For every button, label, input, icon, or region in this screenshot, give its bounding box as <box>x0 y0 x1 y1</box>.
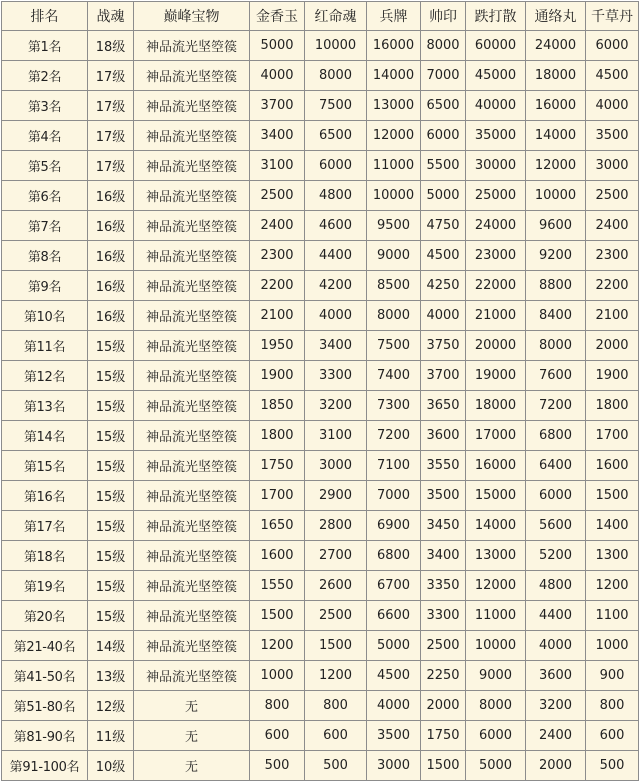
cell-jinxiangyu: 2500 <box>250 181 305 211</box>
cell-soul: 15级 <box>88 451 134 481</box>
cell-tongluowan: 18000 <box>526 61 586 91</box>
cell-diedasan: 17000 <box>466 421 526 451</box>
cell-soul: 17级 <box>88 91 134 121</box>
cell-treasure: 神品流光坚箜篌 <box>134 121 250 151</box>
cell-qiancaodan: 1300 <box>586 541 639 571</box>
table-row <box>2 121 639 151</box>
cell-soul: 18级 <box>88 31 134 61</box>
cell-qiancaodan: 2200 <box>586 271 639 301</box>
cell-qiancaodan: 2400 <box>586 211 639 241</box>
cell-shuaiyin: 3650 <box>421 391 466 421</box>
cell-qiancaodan: 800 <box>586 691 639 721</box>
cell-qiancaodan: 1400 <box>586 511 639 541</box>
cell-diedasan: 40000 <box>466 91 526 121</box>
cell-shuaiyin: 3600 <box>421 421 466 451</box>
cell-soul: 16级 <box>88 241 134 271</box>
cell-soul: 12级 <box>88 691 134 721</box>
table-row <box>2 211 639 241</box>
cell-hongminghun: 6000 <box>305 151 367 181</box>
cell-treasure: 神品流光坚箜篌 <box>134 661 250 691</box>
cell-bingpai: 3500 <box>367 721 421 751</box>
cell-treasure: 神品流光坚箜篌 <box>134 331 250 361</box>
cell-hongminghun: 2800 <box>305 511 367 541</box>
cell-treasure: 神品流光坚箜篌 <box>134 271 250 301</box>
cell-hongminghun: 8000 <box>305 61 367 91</box>
table-row <box>2 481 639 511</box>
cell-shuaiyin: 3400 <box>421 541 466 571</box>
table-row <box>2 91 639 121</box>
reward-table-container <box>1 1 639 781</box>
cell-diedasan: 16000 <box>466 451 526 481</box>
cell-tongluowan: 6800 <box>526 421 586 451</box>
cell-diedasan: 15000 <box>466 481 526 511</box>
cell-shuaiyin: 3700 <box>421 361 466 391</box>
cell-qiancaodan: 4500 <box>586 61 639 91</box>
cell-tongluowan: 9600 <box>526 211 586 241</box>
cell-treasure: 无 <box>134 751 250 781</box>
header-treasure: 巅峰宝物 <box>134 2 250 31</box>
cell-treasure: 神品流光坚箜篌 <box>134 511 250 541</box>
cell-bingpai: 10000 <box>367 181 421 211</box>
cell-shuaiyin: 4750 <box>421 211 466 241</box>
cell-diedasan: 22000 <box>466 271 526 301</box>
cell-tongluowan: 5600 <box>526 511 586 541</box>
cell-qiancaodan: 4000 <box>586 91 639 121</box>
cell-jinxiangyu: 1200 <box>250 631 305 661</box>
cell-jinxiangyu: 1900 <box>250 361 305 391</box>
cell-rank: 第16名 <box>2 481 88 511</box>
cell-rank: 第3名 <box>2 91 88 121</box>
cell-jinxiangyu: 3100 <box>250 151 305 181</box>
cell-qiancaodan: 1600 <box>586 451 639 481</box>
cell-qiancaodan: 1000 <box>586 631 639 661</box>
cell-diedasan: 18000 <box>466 391 526 421</box>
cell-rank: 第4名 <box>2 121 88 151</box>
cell-rank: 第8名 <box>2 241 88 271</box>
cell-rank: 第13名 <box>2 391 88 421</box>
cell-hongminghun: 10000 <box>305 31 367 61</box>
cell-jinxiangyu: 4000 <box>250 61 305 91</box>
cell-tongluowan: 4400 <box>526 601 586 631</box>
cell-shuaiyin: 3300 <box>421 601 466 631</box>
cell-soul: 15级 <box>88 481 134 511</box>
cell-treasure: 神品流光坚箜篌 <box>134 451 250 481</box>
cell-treasure: 神品流光坚箜篌 <box>134 31 250 61</box>
cell-qiancaodan: 1800 <box>586 391 639 421</box>
cell-tongluowan: 8000 <box>526 331 586 361</box>
table-row <box>2 571 639 601</box>
cell-shuaiyin: 8000 <box>421 31 466 61</box>
cell-bingpai: 6700 <box>367 571 421 601</box>
cell-qiancaodan: 1500 <box>586 481 639 511</box>
cell-qiancaodan: 1200 <box>586 571 639 601</box>
header-hongminghun: 红命魂 <box>305 2 367 31</box>
cell-hongminghun: 7500 <box>305 91 367 121</box>
cell-shuaiyin: 4500 <box>421 241 466 271</box>
cell-diedasan: 20000 <box>466 331 526 361</box>
cell-bingpai: 14000 <box>367 61 421 91</box>
table-row <box>2 301 639 331</box>
cell-shuaiyin: 2500 <box>421 631 466 661</box>
cell-diedasan: 35000 <box>466 121 526 151</box>
cell-shuaiyin: 5000 <box>421 181 466 211</box>
cell-tongluowan: 3600 <box>526 661 586 691</box>
cell-tongluowan: 4000 <box>526 631 586 661</box>
cell-diedasan: 14000 <box>466 511 526 541</box>
table-row <box>2 511 639 541</box>
cell-qiancaodan: 1900 <box>586 361 639 391</box>
cell-diedasan: 11000 <box>466 601 526 631</box>
cell-soul: 16级 <box>88 211 134 241</box>
cell-shuaiyin: 2000 <box>421 691 466 721</box>
cell-soul: 15级 <box>88 361 134 391</box>
cell-bingpai: 4000 <box>367 691 421 721</box>
cell-qiancaodan: 3500 <box>586 121 639 151</box>
cell-hongminghun: 1200 <box>305 661 367 691</box>
cell-qiancaodan: 2500 <box>586 181 639 211</box>
cell-hongminghun: 6500 <box>305 121 367 151</box>
header-soul: 战魂 <box>88 2 134 31</box>
cell-hongminghun: 4800 <box>305 181 367 211</box>
cell-diedasan: 6000 <box>466 721 526 751</box>
cell-treasure: 无 <box>134 691 250 721</box>
cell-rank: 第21-40名 <box>2 631 88 661</box>
table-row <box>2 451 639 481</box>
cell-tongluowan: 2400 <box>526 721 586 751</box>
cell-hongminghun: 800 <box>305 691 367 721</box>
cell-jinxiangyu: 1550 <box>250 571 305 601</box>
cell-treasure: 神品流光坚箜篌 <box>134 421 250 451</box>
cell-rank: 第20名 <box>2 601 88 631</box>
cell-hongminghun: 4000 <box>305 301 367 331</box>
cell-jinxiangyu: 1500 <box>250 601 305 631</box>
table-row <box>2 331 639 361</box>
cell-jinxiangyu: 1600 <box>250 541 305 571</box>
cell-hongminghun: 1500 <box>305 631 367 661</box>
cell-jinxiangyu: 2200 <box>250 271 305 301</box>
cell-bingpai: 7000 <box>367 481 421 511</box>
cell-jinxiangyu: 2300 <box>250 241 305 271</box>
cell-soul: 15级 <box>88 391 134 421</box>
header-row <box>2 2 639 31</box>
table-row <box>2 691 639 721</box>
cell-treasure: 神品流光坚箜篌 <box>134 91 250 121</box>
cell-shuaiyin: 2250 <box>421 661 466 691</box>
cell-treasure: 神品流光坚箜篌 <box>134 241 250 271</box>
cell-soul: 13级 <box>88 661 134 691</box>
cell-diedasan: 19000 <box>466 361 526 391</box>
cell-soul: 15级 <box>88 571 134 601</box>
cell-treasure: 神品流光坚箜篌 <box>134 631 250 661</box>
cell-shuaiyin: 3450 <box>421 511 466 541</box>
cell-bingpai: 6800 <box>367 541 421 571</box>
cell-rank: 第18名 <box>2 541 88 571</box>
cell-tongluowan: 4800 <box>526 571 586 601</box>
cell-shuaiyin: 3750 <box>421 331 466 361</box>
cell-diedasan: 10000 <box>466 631 526 661</box>
cell-jinxiangyu: 800 <box>250 691 305 721</box>
table-row <box>2 661 639 691</box>
cell-hongminghun: 2700 <box>305 541 367 571</box>
cell-diedasan: 8000 <box>466 691 526 721</box>
cell-soul: 15级 <box>88 601 134 631</box>
cell-bingpai: 6600 <box>367 601 421 631</box>
cell-soul: 15级 <box>88 541 134 571</box>
cell-qiancaodan: 1100 <box>586 601 639 631</box>
table-row <box>2 31 639 61</box>
cell-treasure: 神品流光坚箜篌 <box>134 301 250 331</box>
cell-jinxiangyu: 1000 <box>250 661 305 691</box>
cell-diedasan: 25000 <box>466 181 526 211</box>
cell-rank: 第15名 <box>2 451 88 481</box>
cell-jinxiangyu: 1950 <box>250 331 305 361</box>
cell-rank: 第9名 <box>2 271 88 301</box>
cell-hongminghun: 2500 <box>305 601 367 631</box>
cell-bingpai: 7400 <box>367 361 421 391</box>
cell-tongluowan: 10000 <box>526 181 586 211</box>
cell-bingpai: 8500 <box>367 271 421 301</box>
cell-hongminghun: 3300 <box>305 361 367 391</box>
table-row <box>2 241 639 271</box>
cell-treasure: 神品流光坚箜篌 <box>134 481 250 511</box>
cell-soul: 17级 <box>88 61 134 91</box>
cell-rank: 第41-50名 <box>2 661 88 691</box>
cell-diedasan: 12000 <box>466 571 526 601</box>
cell-rank: 第19名 <box>2 571 88 601</box>
cell-jinxiangyu: 600 <box>250 721 305 751</box>
cell-treasure: 神品流光坚箜篌 <box>134 601 250 631</box>
cell-soul: 16级 <box>88 271 134 301</box>
cell-soul: 10级 <box>88 751 134 781</box>
cell-tongluowan: 7200 <box>526 391 586 421</box>
cell-tongluowan: 2000 <box>526 751 586 781</box>
cell-hongminghun: 4600 <box>305 211 367 241</box>
cell-bingpai: 11000 <box>367 151 421 181</box>
cell-tongluowan: 7600 <box>526 361 586 391</box>
cell-tongluowan: 8400 <box>526 301 586 331</box>
cell-hongminghun: 4200 <box>305 271 367 301</box>
cell-jinxiangyu: 5000 <box>250 31 305 61</box>
cell-bingpai: 3000 <box>367 751 421 781</box>
cell-jinxiangyu: 3400 <box>250 121 305 151</box>
cell-diedasan: 13000 <box>466 541 526 571</box>
cell-qiancaodan: 3000 <box>586 151 639 181</box>
cell-diedasan: 60000 <box>466 31 526 61</box>
table-row <box>2 271 639 301</box>
header-tongluowan: 通络丸 <box>526 2 586 31</box>
cell-tongluowan: 6400 <box>526 451 586 481</box>
cell-treasure: 神品流光坚箜篌 <box>134 181 250 211</box>
table-row <box>2 721 639 751</box>
table-row <box>2 631 639 661</box>
cell-diedasan: 21000 <box>466 301 526 331</box>
cell-rank: 第14名 <box>2 421 88 451</box>
cell-diedasan: 9000 <box>466 661 526 691</box>
rank-reward-table <box>1 1 639 781</box>
cell-diedasan: 23000 <box>466 241 526 271</box>
cell-jinxiangyu: 1750 <box>250 451 305 481</box>
cell-jinxiangyu: 500 <box>250 751 305 781</box>
cell-soul: 14级 <box>88 631 134 661</box>
cell-shuaiyin: 6000 <box>421 121 466 151</box>
cell-shuaiyin: 3350 <box>421 571 466 601</box>
cell-qiancaodan: 2000 <box>586 331 639 361</box>
table-row <box>2 751 639 781</box>
cell-shuaiyin: 4000 <box>421 301 466 331</box>
cell-bingpai: 7500 <box>367 331 421 361</box>
header-jinxiangyu: 金香玉 <box>250 2 305 31</box>
cell-jinxiangyu: 3700 <box>250 91 305 121</box>
cell-shuaiyin: 3500 <box>421 481 466 511</box>
cell-shuaiyin: 7000 <box>421 61 466 91</box>
table-row <box>2 391 639 421</box>
cell-jinxiangyu: 1850 <box>250 391 305 421</box>
table-row <box>2 151 639 181</box>
cell-soul: 17级 <box>88 121 134 151</box>
cell-bingpai: 16000 <box>367 31 421 61</box>
table-row <box>2 601 639 631</box>
cell-shuaiyin: 4250 <box>421 271 466 301</box>
cell-jinxiangyu: 1800 <box>250 421 305 451</box>
cell-qiancaodan: 2100 <box>586 301 639 331</box>
table-row <box>2 181 639 211</box>
cell-hongminghun: 4400 <box>305 241 367 271</box>
cell-jinxiangyu: 2400 <box>250 211 305 241</box>
cell-hongminghun: 600 <box>305 721 367 751</box>
cell-bingpai: 9000 <box>367 241 421 271</box>
cell-qiancaodan: 1700 <box>586 421 639 451</box>
cell-soul: 16级 <box>88 301 134 331</box>
cell-hongminghun: 2600 <box>305 571 367 601</box>
header-qiancaodan: 千草丹 <box>586 2 639 31</box>
cell-bingpai: 9500 <box>367 211 421 241</box>
cell-treasure: 神品流光坚箜篌 <box>134 541 250 571</box>
cell-hongminghun: 500 <box>305 751 367 781</box>
cell-bingpai: 8000 <box>367 301 421 331</box>
cell-qiancaodan: 2300 <box>586 241 639 271</box>
cell-bingpai: 7100 <box>367 451 421 481</box>
cell-tongluowan: 9200 <box>526 241 586 271</box>
cell-shuaiyin: 3550 <box>421 451 466 481</box>
table-row <box>2 421 639 451</box>
cell-rank: 第91-100名 <box>2 751 88 781</box>
cell-rank: 第11名 <box>2 331 88 361</box>
cell-soul: 17级 <box>88 151 134 181</box>
cell-treasure: 神品流光坚箜篌 <box>134 571 250 601</box>
cell-bingpai: 7300 <box>367 391 421 421</box>
cell-tongluowan: 5200 <box>526 541 586 571</box>
table-row <box>2 361 639 391</box>
cell-tongluowan: 24000 <box>526 31 586 61</box>
cell-bingpai: 5000 <box>367 631 421 661</box>
cell-jinxiangyu: 2100 <box>250 301 305 331</box>
cell-tongluowan: 12000 <box>526 151 586 181</box>
header-diedasan: 跌打散 <box>466 2 526 31</box>
cell-tongluowan: 3200 <box>526 691 586 721</box>
cell-rank: 第1名 <box>2 31 88 61</box>
cell-hongminghun: 3200 <box>305 391 367 421</box>
cell-hongminghun: 3400 <box>305 331 367 361</box>
cell-bingpai: 4500 <box>367 661 421 691</box>
cell-qiancaodan: 900 <box>586 661 639 691</box>
cell-hongminghun: 3100 <box>305 421 367 451</box>
cell-treasure: 神品流光坚箜篌 <box>134 361 250 391</box>
cell-rank: 第5名 <box>2 151 88 181</box>
cell-qiancaodan: 600 <box>586 721 639 751</box>
cell-treasure: 神品流光坚箜篌 <box>134 211 250 241</box>
cell-treasure: 神品流光坚箜篌 <box>134 391 250 421</box>
cell-diedasan: 5000 <box>466 751 526 781</box>
cell-shuaiyin: 6500 <box>421 91 466 121</box>
cell-shuaiyin: 1750 <box>421 721 466 751</box>
header-rank: 排名 <box>2 2 88 31</box>
cell-rank: 第10名 <box>2 301 88 331</box>
cell-bingpai: 6900 <box>367 511 421 541</box>
cell-shuaiyin: 1500 <box>421 751 466 781</box>
cell-rank: 第7名 <box>2 211 88 241</box>
cell-soul: 15级 <box>88 511 134 541</box>
cell-bingpai: 7200 <box>367 421 421 451</box>
cell-shuaiyin: 5500 <box>421 151 466 181</box>
cell-qiancaodan: 500 <box>586 751 639 781</box>
cell-diedasan: 45000 <box>466 61 526 91</box>
cell-hongminghun: 3000 <box>305 451 367 481</box>
cell-jinxiangyu: 1700 <box>250 481 305 511</box>
cell-soul: 15级 <box>88 331 134 361</box>
cell-rank: 第17名 <box>2 511 88 541</box>
cell-hongminghun: 2900 <box>305 481 367 511</box>
cell-diedasan: 30000 <box>466 151 526 181</box>
header-bingpai: 兵牌 <box>367 2 421 31</box>
cell-soul: 16级 <box>88 181 134 211</box>
cell-rank: 第81-90名 <box>2 721 88 751</box>
cell-soul: 11级 <box>88 721 134 751</box>
cell-rank: 第51-80名 <box>2 691 88 721</box>
header-shuaiyin: 帅印 <box>421 2 466 31</box>
cell-tongluowan: 14000 <box>526 121 586 151</box>
table-row <box>2 541 639 571</box>
cell-treasure: 无 <box>134 721 250 751</box>
cell-treasure: 神品流光坚箜篌 <box>134 61 250 91</box>
cell-qiancaodan: 6000 <box>586 31 639 61</box>
cell-bingpai: 12000 <box>367 121 421 151</box>
cell-tongluowan: 16000 <box>526 91 586 121</box>
cell-rank: 第6名 <box>2 181 88 211</box>
cell-soul: 15级 <box>88 421 134 451</box>
cell-tongluowan: 6000 <box>526 481 586 511</box>
cell-diedasan: 24000 <box>466 211 526 241</box>
table-row <box>2 61 639 91</box>
cell-rank: 第12名 <box>2 361 88 391</box>
cell-jinxiangyu: 1650 <box>250 511 305 541</box>
cell-tongluowan: 8800 <box>526 271 586 301</box>
cell-treasure: 神品流光坚箜篌 <box>134 151 250 181</box>
table-body <box>2 2 639 781</box>
cell-rank: 第2名 <box>2 61 88 91</box>
cell-bingpai: 13000 <box>367 91 421 121</box>
